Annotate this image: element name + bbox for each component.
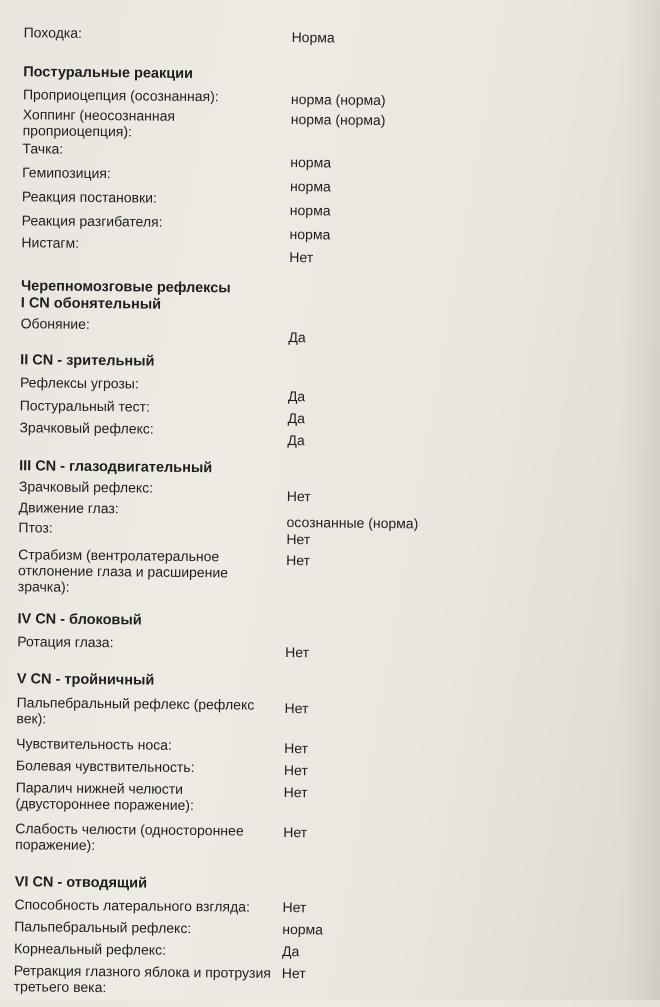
cn3-value: Нет (286, 552, 311, 569)
cn6-label: Корнеальный рефлекс: (13, 940, 167, 958)
cn5-value: Нет (283, 784, 308, 801)
cn5-value: Нет (284, 740, 309, 757)
postural-label: Реакция постановки: (21, 188, 157, 206)
cn2-label: Постуральный тест: (19, 397, 150, 415)
cn5-label: Болевая чувствительность: (15, 757, 195, 776)
postural-label: Нистагм: (21, 234, 80, 251)
cn2-value: Да (287, 388, 306, 405)
postural-value: норма (289, 178, 331, 195)
cn5-value: Нет (283, 824, 308, 841)
cn2-value: Да (287, 410, 306, 427)
cn5-label: Слабость челюсти (одностороннее поражение): (15, 820, 244, 854)
cranial-heading: Черепномозговые рефлексы (20, 278, 231, 297)
cn3-label: Страбизм (вентролатеральное отклонение глаза и расширение зрачка): (17, 546, 229, 595)
cn2-label: Зрачковый рефлекс: (19, 419, 154, 437)
cn6-value: Нет (282, 899, 307, 916)
cn6-value: Да (281, 943, 300, 960)
cn6-heading: VI CN - отводящий (14, 874, 148, 892)
cn5-label: Пальпебральный рефлекс (рефлекс век): (16, 694, 255, 727)
gait-label: Походка: (23, 24, 83, 41)
cn3-value: осознанные (норма) (286, 514, 419, 532)
cn3-label: Движение глаз: (18, 499, 119, 517)
cn6-label: Пальпебральный рефлекс: (14, 918, 192, 937)
postural-value: Нет (289, 249, 314, 266)
cn6-value: Нет (281, 965, 306, 982)
postural-value: норма (289, 226, 331, 243)
cn3-label: Зрачковый рефлекс: (18, 478, 154, 496)
cn3-label: Птоз: (18, 519, 53, 536)
cn3-value: Нет (286, 531, 311, 548)
postural-label: Реакция разгибателя: (21, 212, 163, 230)
cn4-label: Ротация глаза: (17, 633, 114, 651)
postural-value: норма (норма) (290, 91, 386, 109)
cn2-heading: II CN - зрительный (20, 352, 155, 370)
postural-label: Тачка: (22, 140, 64, 157)
cn6-label: Способность латерального взгляда: (14, 896, 250, 915)
cn5-value: Нет (283, 762, 308, 779)
cn3-heading: III CN - глазодвигательный (19, 458, 213, 477)
cn1-label: Обоняние: (20, 315, 90, 332)
cn6-value: норма (282, 921, 324, 938)
postural-label: Гемипозиция: (22, 164, 111, 182)
postural-label: Проприоцепция (осознанная): (22, 86, 219, 105)
postural-heading: Постуральные реакции (23, 64, 194, 83)
postural-value: норма (290, 154, 332, 171)
gait-value: Норма (291, 29, 335, 46)
cn4-value: Нет (285, 644, 310, 661)
cn2-value: Да (287, 432, 305, 449)
cn4-heading: IV CN - блоковый (17, 611, 142, 629)
cn1-heading: I CN обонятельный (20, 295, 162, 313)
postural-value: норма (289, 202, 331, 219)
cn5-label: Паралич нижней челюсти (двустороннее поражение): (15, 779, 194, 814)
cn6-label: Ретракция глазного яблока и протрузия третьего века: (13, 962, 272, 996)
postural-value: норма (норма) (290, 111, 386, 129)
cn1-value: Да (288, 329, 306, 346)
postural-label: Хоппинг (неосознанная проприоцепция): (22, 106, 176, 140)
cn3-value: Нет (286, 488, 311, 505)
cn5-heading: V CN - тройничный (16, 671, 155, 689)
cn2-label: Рефлексы угрозы: (19, 374, 139, 392)
cn5-label: Чувствительность носа: (16, 735, 172, 753)
cn5-value: Нет (284, 700, 309, 717)
